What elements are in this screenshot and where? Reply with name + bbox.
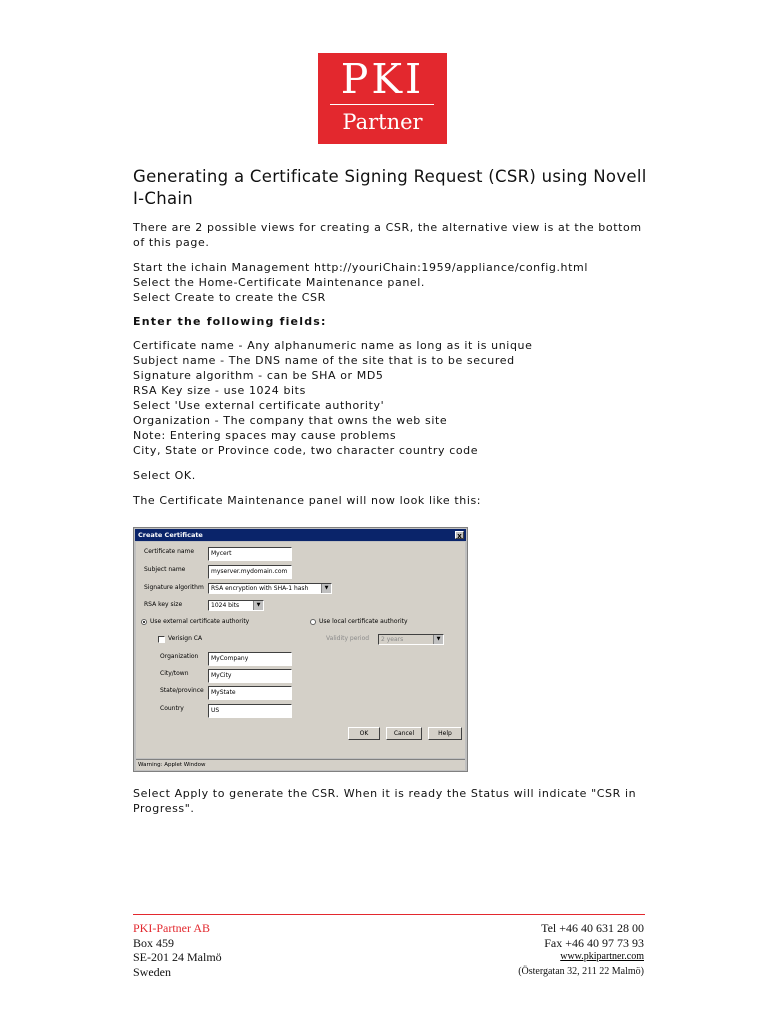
logo-partner-text: Partner [342,110,423,134]
organization-label: Organization [160,653,199,660]
ok-button[interactable]: OK [348,727,380,740]
chevron-down-icon: ▼ [321,584,331,593]
city-label: City/town [160,670,189,677]
footer-postal: SE-201 24 Malmö [133,950,222,964]
chevron-down-icon: ▼ [433,635,443,644]
intro-paragraph: There are 2 possible views for creating a CSR, the alternative view is at the bottom of this page. [133,221,642,249]
field-item: Certificate name - Any alphanumeric name as long as it is unique [133,339,533,352]
applet-status-bar: Warning: Applet Window [136,759,465,770]
page-title: Generating a Certificate Signing Request (CSR) using Novell I-Chain [133,167,647,208]
signature-algorithm-select[interactable] [208,583,332,594]
field-item: City, State or Province code, two character country code [133,444,479,457]
dialog-titlebar [135,529,466,541]
panel-intro-text: The Certificate Maintenance panel will now look like this: [133,494,482,507]
dialog-title: Create Certificate [138,531,203,539]
validity-period-value: 2 years [381,636,404,643]
rsa-key-size-value: 1024 bits [211,602,240,609]
footer-country: Sweden [133,964,171,979]
fields-heading: Enter the following fields: [133,315,327,328]
create-certificate-dialog [133,527,468,772]
footer-address [133,921,222,979]
validity-period-label: Validity period [326,635,370,642]
dialog-body [136,542,465,758]
step-item: Start the ichain Management http://youriChain:1959/appliance/config.html [133,261,588,274]
logo-divider [330,104,434,105]
fields-list [133,338,653,458]
cert-name-label: Certificate name [144,548,195,555]
document-body [133,166,653,508]
help-button[interactable]: Help [428,727,462,740]
field-item: Subject name - The DNS name of the site that is to be secured [133,354,515,367]
organization-input[interactable]: MyCompany [208,652,292,666]
logo-pki-text: PKI [340,55,425,103]
rsa-key-size-select[interactable] [208,600,264,611]
state-input[interactable]: MyState [208,686,292,700]
country-input[interactable]: US [208,704,292,718]
field-item: Select 'Use external certificate authority' [133,399,385,412]
footer-tel: Tel +46 40 631 28 00 [541,921,644,935]
chevron-down-icon: ▼ [253,601,263,610]
verisign-ca-checkbox[interactable] [158,636,165,643]
step-item: Select Create to create the CSR [133,291,326,304]
footer-visiting-address: (Östergatan 32, 211 22 Malmö) [518,965,644,977]
footer-contact [518,921,644,979]
field-item: Organization - The company that owns the web site [133,414,448,427]
footer-fax: Fax +46 40 97 73 93 [544,935,644,950]
step-item: Select the Home-Certificate Maintenance panel. [133,276,426,289]
cancel-button[interactable]: Cancel [386,727,422,740]
footer-company: PKI-Partner AB [133,921,210,935]
steps-list [133,260,653,305]
footer-divider [133,914,645,915]
city-input[interactable]: MyCity [208,669,292,683]
external-ca-radio[interactable] [141,619,147,625]
verisign-ca-label: Verisign CA [168,635,203,642]
footer-box: Box 459 [133,935,175,950]
external-ca-label: Use external certificate authority [150,618,250,625]
local-ca-radio[interactable] [310,619,316,625]
local-ca-label: Use local certificate authority [319,618,408,625]
field-item: RSA Key size - use 1024 bits [133,384,306,397]
cert-name-input[interactable]: Mycert [208,547,292,561]
close-icon[interactable]: x [455,531,464,539]
rsa-key-size-label: RSA key size [144,601,183,608]
validity-period-select[interactable] [378,634,444,645]
pki-partner-logo [318,53,447,144]
subject-name-label: Subject name [144,566,186,573]
field-item: Note: Entering spaces may cause problems [133,429,397,442]
apply-instruction-text: Select Apply to generate the CSR. When it is ready the Status will indicate "CSR in Progress". [133,787,637,815]
signature-algorithm-label: Signature algorithm [144,584,204,591]
subject-name-input[interactable]: myserver.mydomain.com [208,565,292,579]
signature-algorithm-value: RSA encryption with SHA-1 hash [211,585,309,592]
state-label: State/province [160,687,204,694]
select-ok-text: Select OK. [133,469,196,482]
footer-website-link[interactable]: www.pkipartner.com [560,951,644,962]
country-label: Country [160,705,184,712]
field-item: Signature algorithm - can be SHA or MD5 [133,369,384,382]
